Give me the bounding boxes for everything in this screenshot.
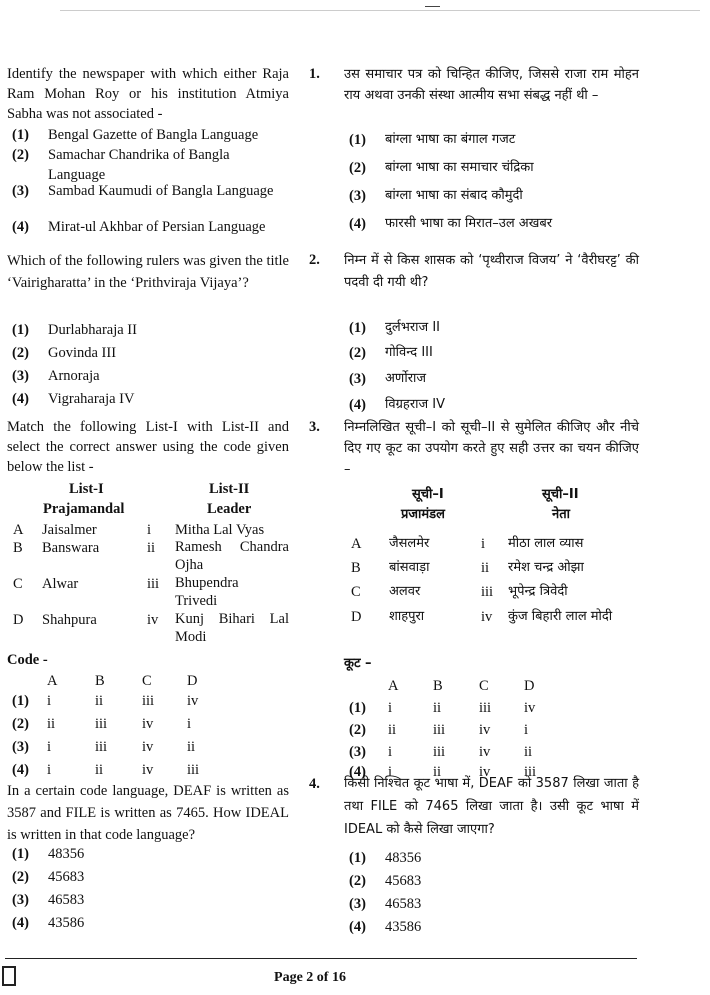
q1-text-en: Identify the newspaper with which either Raja Ram Mohan Roy or his institution Atmiya Sabha was not associated - bbox=[7, 66, 289, 122]
q3-code-label-hi: कूट – bbox=[344, 656, 372, 671]
q3-row-key: D bbox=[351, 609, 362, 625]
q3-row-key: D bbox=[13, 612, 24, 628]
code-col-head: B bbox=[433, 678, 443, 694]
q3-list1-sub-hi: प्रजामंडल bbox=[401, 507, 445, 522]
q3-row-roman: i bbox=[481, 536, 486, 552]
code-col-head: D bbox=[187, 673, 198, 689]
q3-row-leader: Ramesh Chandra Ojha bbox=[175, 539, 289, 573]
q3-row-leader: रमेश चन्द्र ओझा bbox=[508, 560, 584, 575]
scan-mark bbox=[425, 6, 440, 7]
q3-row-key: B bbox=[351, 560, 361, 576]
q3-list1-sub-en: Prajamandal bbox=[43, 501, 125, 517]
q3-row-key: B bbox=[13, 540, 23, 556]
q3-row-leader: Bhupendra Trivedi bbox=[175, 575, 239, 609]
q3-row-item: Jaisalmer bbox=[42, 522, 97, 538]
q4-text-hi: किसी निश्चित कूट भाषा में, DEAF को 3587 लिखा जाता है तथा FILE को 7465 लिखा जाता है। उसी कूट भाषा में IDEAL को कैसे लिखा जाएगा? bbox=[344, 776, 639, 837]
q3-row-leader: कुंज बिहारी लाल मोदी bbox=[508, 609, 613, 624]
code-col-head: C bbox=[142, 673, 152, 689]
q3-text-en: Match the following List-I with List-II and select the correct answer using the code given below the list - bbox=[7, 419, 289, 475]
q3-list1-heading-en: List-I bbox=[69, 481, 104, 497]
q3-row-item: अलवर bbox=[389, 584, 421, 599]
q2-text-hi: निम्न में से किस शासक को ‘पृथ्वीराज विजय’ ने ‘वैरीघरट्ट’ की पदवी दी गयी थी? bbox=[344, 253, 639, 290]
q3-row-roman: ii bbox=[147, 540, 156, 556]
code-col-head: A bbox=[47, 673, 58, 689]
q3-list1-heading-hi: सूची–I bbox=[412, 487, 444, 502]
q3-list2-heading-hi: सूची–II bbox=[542, 487, 579, 502]
q3-row-key: C bbox=[351, 584, 361, 600]
q4-number: 4. bbox=[309, 776, 320, 792]
q3-row-roman: ii bbox=[481, 560, 490, 576]
q2-number: 2. bbox=[309, 252, 320, 268]
q2-text-en: Which of the following rulers was given the title ‘Vairigharatta’ in the ‘Prithviraja Vijaya’? bbox=[7, 253, 289, 291]
q3-row-item: Shahpura bbox=[42, 612, 97, 628]
q3-row-leader: भूपेन्द्र त्रिवेदी bbox=[508, 584, 568, 599]
q3-row-roman: iv bbox=[147, 612, 159, 628]
q3-list2-sub-en: Leader bbox=[207, 501, 252, 517]
q3-row-item: शाहपुरा bbox=[389, 609, 425, 624]
q3-row-roman: iii bbox=[147, 576, 160, 592]
q3-row-roman: iii bbox=[481, 584, 494, 600]
q3-row-key: A bbox=[351, 536, 362, 552]
q3-row-item: Alwar bbox=[42, 576, 79, 592]
q3-row-key: C bbox=[13, 576, 23, 592]
top-rule bbox=[60, 10, 700, 11]
page-number: Page 2 of 16 bbox=[274, 970, 346, 985]
q3-list2-heading-en: List-II bbox=[209, 481, 250, 497]
code-col-head: C bbox=[479, 678, 489, 694]
q3-row-item: बांसवाड़ा bbox=[389, 560, 430, 575]
q3-row-item: Banswara bbox=[42, 540, 100, 556]
code-col-head: A bbox=[388, 678, 399, 694]
q4-text-en: In a certain code language, DEAF is written as 3587 and FILE is written as 7465. How IDEAL is written in that code language? bbox=[7, 783, 289, 843]
code-col-head: D bbox=[524, 678, 535, 694]
q3-row-leader: Kunj Bihari Lal Modi bbox=[175, 611, 289, 645]
code-col-head: B bbox=[95, 673, 105, 689]
q3-row-roman: i bbox=[147, 522, 152, 538]
q3-text-hi: निम्नलिखित सूची–I को सूची–II से सुमेलित कीजिए और नीचे दिए गए कूट का उपयोग करते हुए सही उत्तर का चयन कीजिए – bbox=[344, 420, 639, 477]
q3-row-key: A bbox=[13, 522, 24, 538]
q3-row-roman: iv bbox=[481, 609, 493, 625]
q3-number: 3. bbox=[309, 419, 320, 435]
q3-row-item: जैसलमेर bbox=[389, 536, 430, 551]
q3-row-leader: मीठा लाल व्यास bbox=[508, 536, 584, 551]
footer-rule bbox=[5, 958, 637, 959]
q1-number: 1. bbox=[309, 66, 320, 82]
q3-row-leader: Mitha Lal Vyas bbox=[175, 522, 265, 538]
q3-code-label-en: Code - bbox=[7, 652, 48, 668]
q1-text-hi: उस समाचार पत्र को चिन्हित कीजिए, जिससे राजा राम मोहन राय अथवा उनकी संस्था आत्मीय सभा संबद्ध नहीं थी – bbox=[344, 67, 639, 103]
q3-list2-sub-hi: नेता bbox=[552, 507, 570, 522]
